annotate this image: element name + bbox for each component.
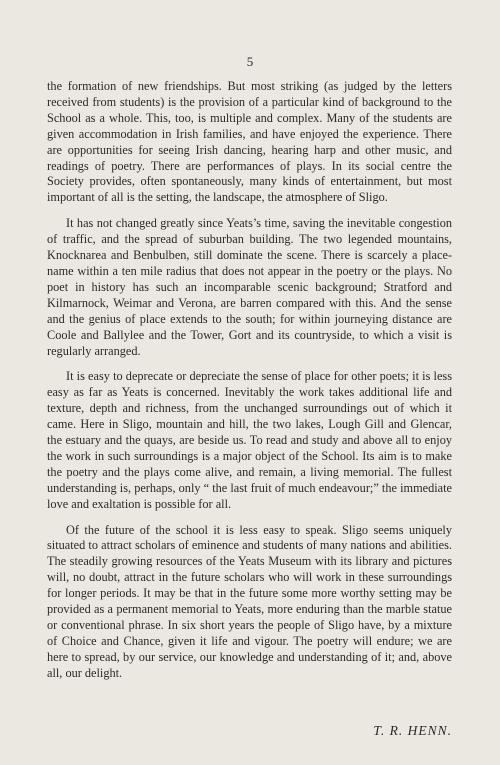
page-number: 5 xyxy=(246,54,254,69)
paragraph-3: It is easy to deprecate or depreciate the sense of place for other poets; it is less easy as far as Yeats is concerned. Inevitably the work takes additional life and texture, depth and richness, from the unchanged surroundings out of which it came. Here in Sligo, mountain and hill, the two lakes, Lough Gill and Glencar, the estuary and the quays, are beside us. To read and study and above all to enjoy the work in such surroundings is a major object of the School. Its aim is to make the poetry and the plays come alive, and remain, a living memorial. The fullest understanding is, perhaps, only “ the last fruit of much endeavour;” the immediate love and exaltation is possible for all. xyxy=(47,369,452,511)
paragraph-4: Of the future of the school it is less easy to speak. Sligo seems uniquely situated to attract scholars of eminence and students of many nations and abilities. The steadily growing resources of the Yeats Museum with its library and pictures will, no doubt, attract in the future scholars who will work in these surroundings for longer periods. It may be that in the future some more worthy setting may be provided as a permanent memorial to Yeats, more enduring than the marble statue or conventional phrase. In six short years the people of Sligo have, by a mixture of Choice and Chance, given it life and vigour. The poetry will endure; we are here to spread, by our service, our knowledge and understanding of it; and, above all, our delight. xyxy=(47,522,452,680)
paragraph-2: It has not changed greatly since Yeats’s time, saving the inevitable congestion of traffic, and the spread of suburban building. The two legended mountains, Knocknarea and Benbulben, still dominate the scene. There is scarcely a place-name within a ten mile radius that does not appear in the poetry or the plays. No poet in history has such an incomparable scenic background; Stratford and Kilmarnock, Weimar and Verona, are barren compared with this. And the sense and the genius of place extends to the south; for within journeying distance are Coole and Ballylee and the Tower, Gort and its countryside, to which a visit is regularly arranged. xyxy=(47,216,452,358)
author-signature: T. R. HENN. xyxy=(373,723,452,738)
paragraph-1: the formation of new friendships. But most striking (as judged by the letters received from students) is the provision of a particular kind of background to the School as a whole. This, too, is multiple and complex. Many of the students are given accommodation in Irish families, and have enjoyed the experience. There are opportunities for seeing Irish dancing, hearing harp and other music, and readings of poetry. There are performances of plays. In its social centre the Society provides, often spontaneously, many kinds of entertainment, but most important of all is the setting, the landscape, the atmosphere of Sligo. xyxy=(47,79,452,205)
body-text xyxy=(47,79,452,692)
